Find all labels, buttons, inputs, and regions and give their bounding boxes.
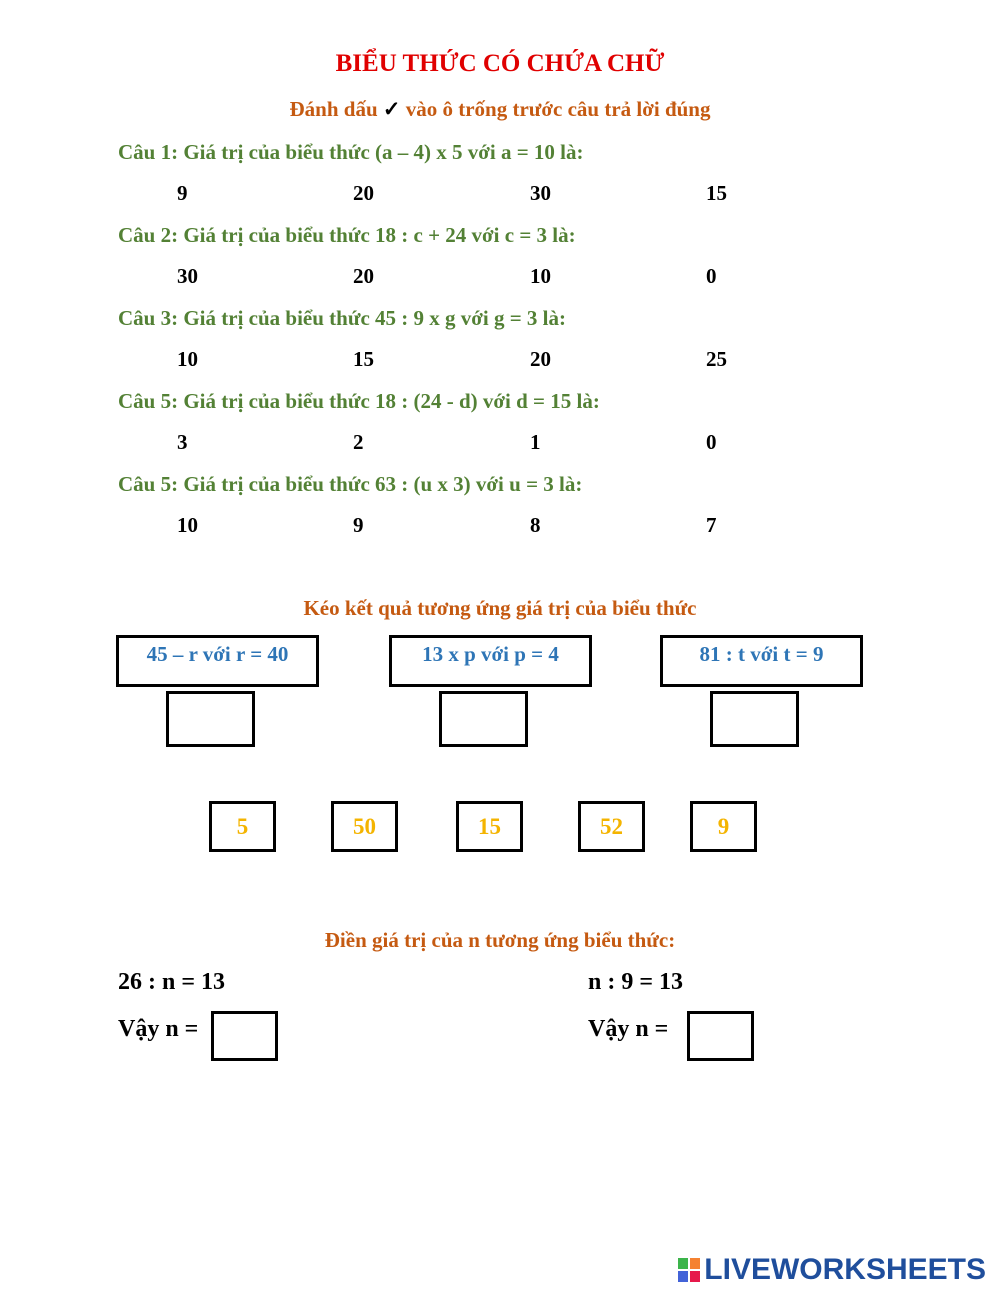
expression-box-2 [389,635,592,687]
drop-target-1[interactable] [166,691,255,747]
q4-option-d[interactable]: 0 [706,430,717,454]
drop-target-3[interactable] [710,691,799,747]
q5-option-c[interactable]: 8 [530,513,541,537]
answer-tile-4[interactable] [578,801,645,852]
answer-tile-2-label: 50 [353,813,376,839]
expression-box-1 [116,635,319,687]
q3-option-b[interactable]: 15 [353,347,374,371]
q1-option-c[interactable]: 30 [530,181,551,205]
q4-option-a[interactable]: 3 [177,430,188,454]
q3-option-d[interactable]: 25 [706,347,727,371]
q1-option-a[interactable]: 9 [177,181,188,205]
question-1: Câu 1: Giá trị của biểu thức (a – 4) x 5 với a = 10 là: [118,140,584,164]
logo-square-4 [690,1271,700,1282]
drop-target-2[interactable] [439,691,528,747]
q4-option-b[interactable]: 2 [353,430,364,454]
logo-text: LIVEWORKSHEETS [704,1253,986,1286]
equation-2: n : 9 = 13 [588,969,684,995]
expression-box-3 [660,635,863,687]
equation-1: 26 : n = 13 [118,969,226,995]
q2-option-c[interactable]: 10 [530,264,551,288]
q4-option-c[interactable]: 1 [530,430,541,454]
answer-tile-1[interactable] [209,801,276,852]
expression-1: 45 – r với r = 40 [146,641,289,666]
logo-square-2 [690,1258,700,1269]
instruction [0,97,1000,122]
answer-tile-2[interactable] [331,801,398,852]
q3-option-c[interactable]: 20 [530,347,551,371]
liveworksheets-logo [678,1253,986,1287]
q1-option-b[interactable]: 20 [353,181,374,205]
instruction-after: vào ô trống trước câu trả lời đúng [405,97,711,121]
logo-square-1 [678,1258,688,1269]
question-5: Câu 5: Giá trị của biểu thức 63 : (u x 3) với u = 3 là: [118,472,583,496]
q2-option-a[interactable]: 30 [177,264,198,288]
instruction-before: Đánh dấu [289,97,378,121]
answer-tile-5[interactable] [690,801,757,852]
n-input-1[interactable] [211,1011,278,1061]
question-3: Câu 3: Giá trị của biểu thức 45 : 9 x g với g = 3 là: [118,306,567,330]
page-title: BIỂU THỨC CÓ CHỨA CHỮ [335,50,665,77]
q2-option-d[interactable]: 0 [706,264,717,288]
q5-option-a[interactable]: 10 [177,513,198,537]
answer-tile-3[interactable] [456,801,523,852]
question-4: Câu 5: Giá trị của biểu thức 18 : (24 - d) với d = 15 là: [118,389,600,413]
logo-square-3 [678,1271,688,1282]
q3-option-a[interactable]: 10 [177,347,198,371]
answer-tile-5-label: 9 [717,813,730,839]
expression-3: 81 : t với t = 9 [699,641,824,666]
answer-tile-4-label: 52 [600,813,623,839]
question-2: Câu 2: Giá trị của biểu thức 18 : c + 24 với c = 3 là: [118,223,576,247]
n-input-2[interactable] [687,1011,754,1061]
answer-prompt-2: Vậy n = [588,1016,669,1042]
answer-prompt-1: Vậy n = [118,1016,199,1042]
q5-option-d[interactable]: 7 [706,513,717,537]
answer-tile-3-label: 15 [478,813,501,839]
logo-icon [678,1258,700,1282]
expression-2: 13 x p với p = 4 [422,641,559,666]
answer-tile-1-label: 5 [236,813,249,839]
fill-section-heading: Điền giá trị của n tương ứng biểu thức: [324,928,676,952]
q5-option-b[interactable]: 9 [353,513,364,537]
q2-option-b[interactable]: 20 [353,264,374,288]
drag-section-heading: Kéo kết quả tương ứng giá trị của biểu thức [303,596,697,620]
q1-option-d[interactable]: 15 [706,181,727,205]
checkmark-icon: ✓ [382,97,401,121]
